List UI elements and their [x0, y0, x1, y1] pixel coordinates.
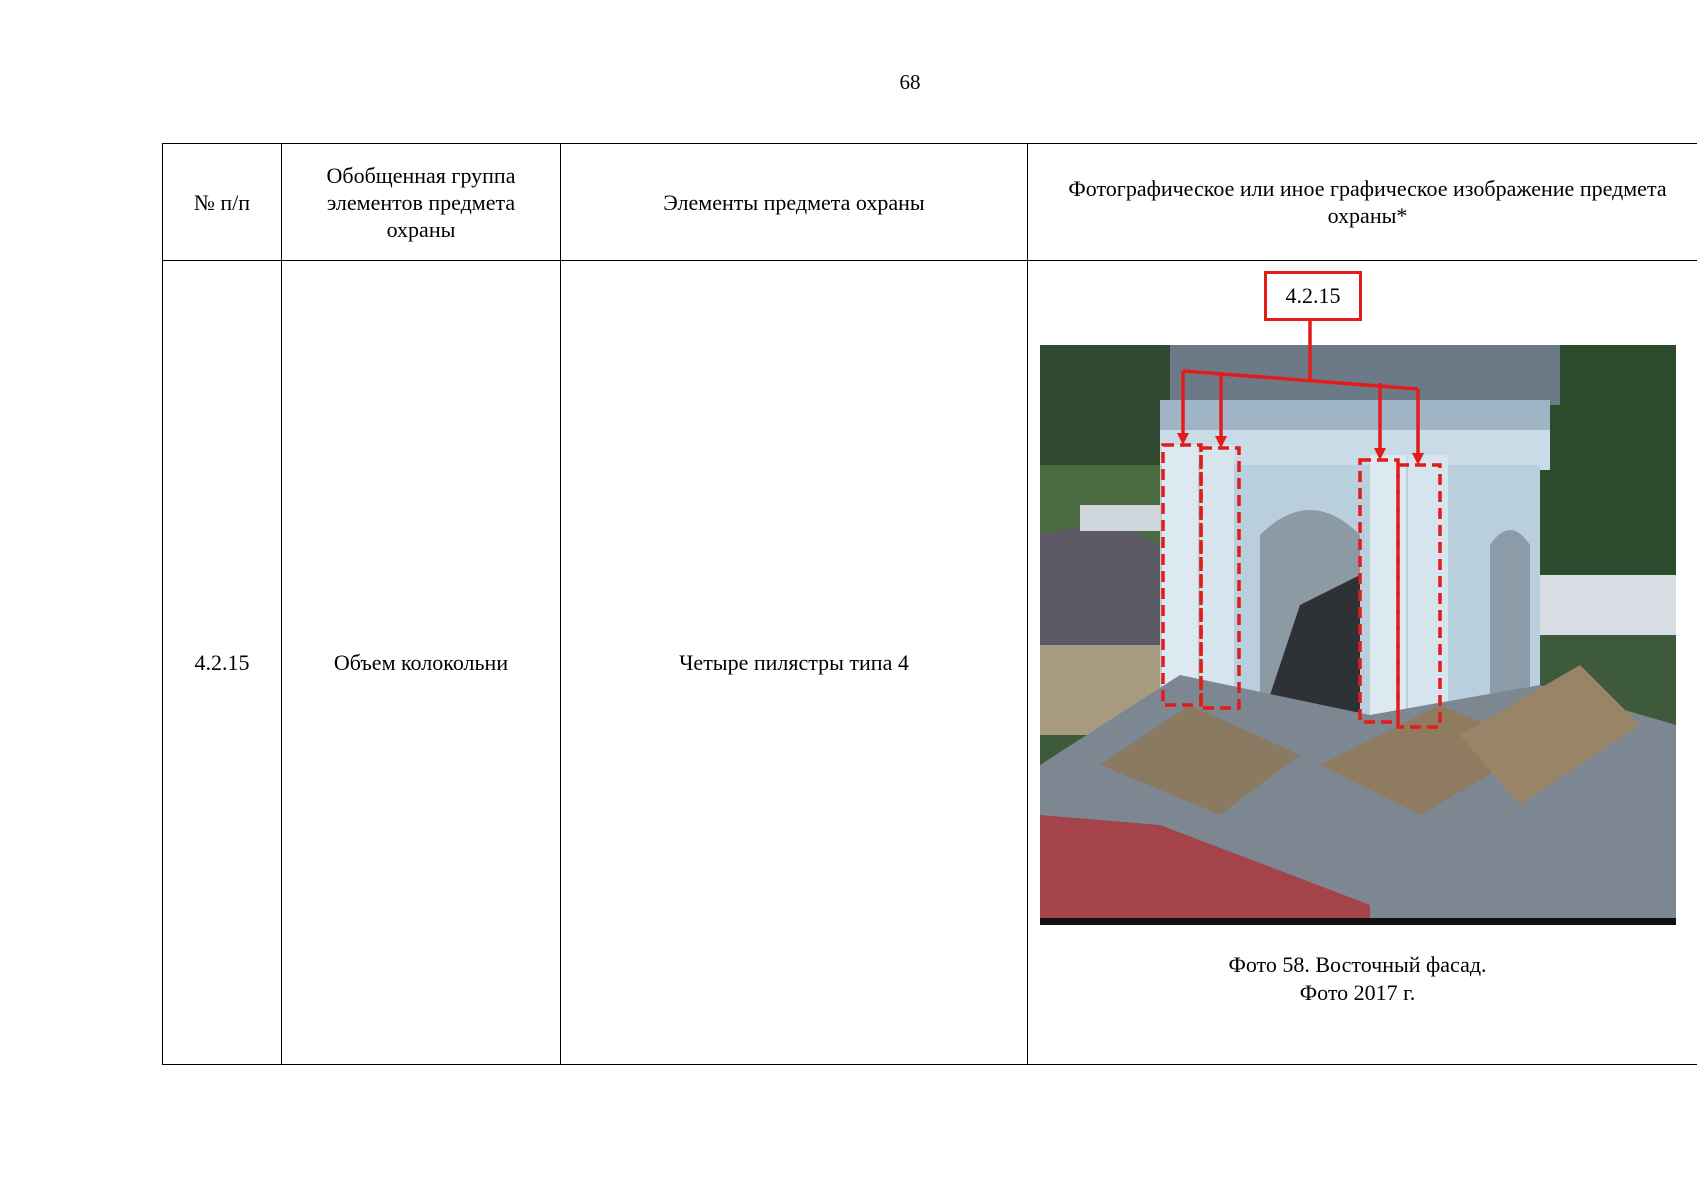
element-reference-label: 4.2.15: [1264, 271, 1362, 321]
row-number: 4.2.15: [163, 261, 282, 1065]
header-image: Фотографическое или иное графическое изображение предмета охраны*: [1028, 144, 1697, 261]
header-number: № п/п: [163, 144, 282, 261]
header-group: Обобщенная группа элементов предмета охраны: [282, 144, 561, 261]
row-group: Объем колокольни: [282, 261, 561, 1065]
caption-line-1: Фото 58. Восточный фасад.: [1228, 952, 1487, 977]
table-header-row: [163, 144, 1697, 261]
protection-table: [162, 143, 1697, 1065]
caption-line-2: Фото 2017 г.: [1299, 980, 1416, 1005]
row-elements: Четыре пилястры типа 4: [561, 261, 1028, 1065]
header-elements: Элементы предмета охраны: [561, 144, 1028, 261]
row-image-cell: [1028, 261, 1697, 1065]
table-row: [163, 261, 1697, 1065]
image-area: [1028, 261, 1687, 1064]
bell-tower-photo: [1040, 345, 1676, 925]
page-number: 68: [899, 70, 921, 94]
photo-caption: [1028, 951, 1687, 1007]
